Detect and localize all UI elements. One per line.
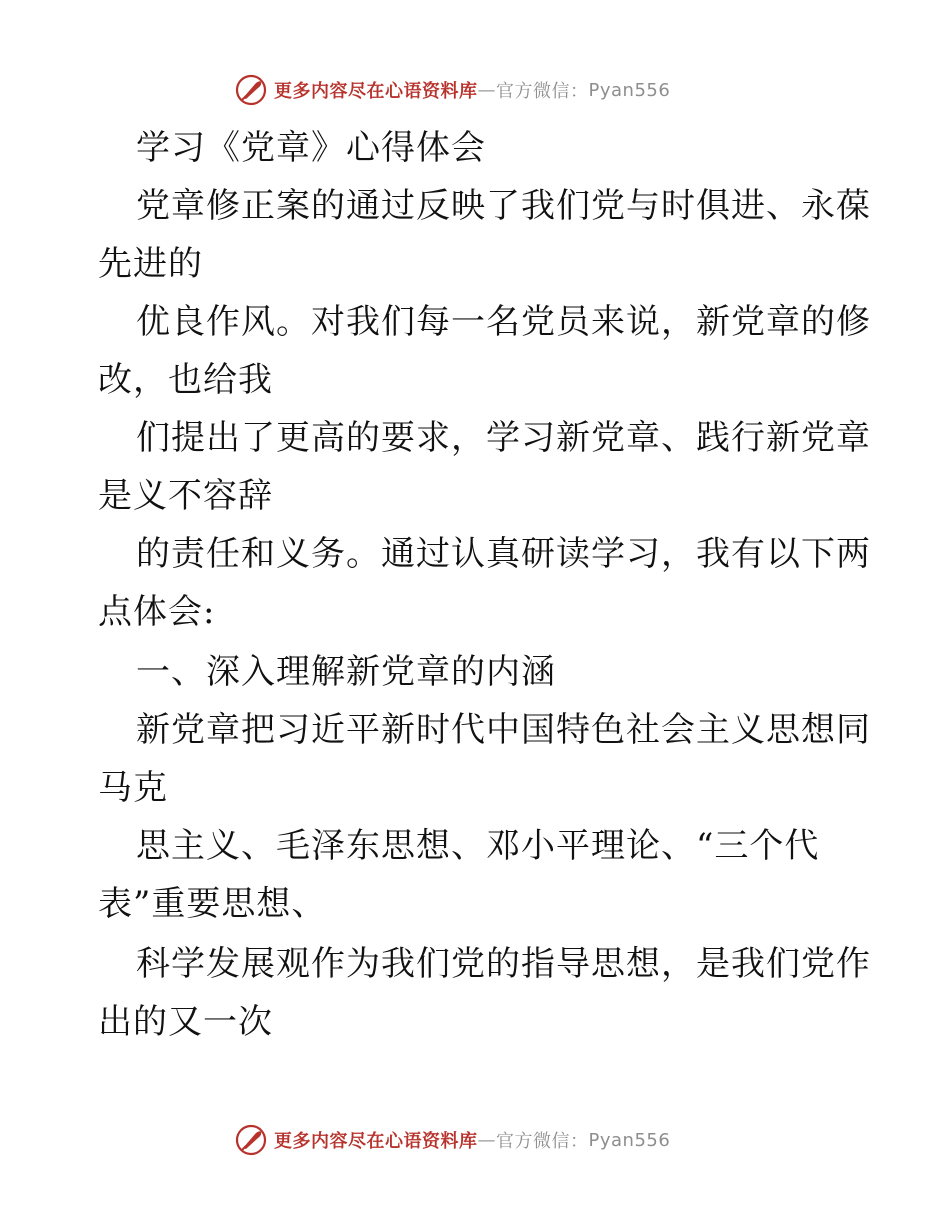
text-line: 思主义、毛泽东思想、邓小平理论、“三个代 <box>136 826 820 866</box>
text-line: 新党章把习近平新时代中国特色社会主义思想同 <box>136 710 871 750</box>
text-line: 党章修正案的通过反映了我们党与时俱进、永葆 <box>136 186 871 226</box>
section-heading: 一、深入理解新党章的内涵 <box>136 652 556 692</box>
watermark-contact-label: 官方微信： <box>496 81 589 102</box>
watermark-contact-label: 官方微信： <box>496 1131 589 1152</box>
text-line: 科学发展观作为我们党的指导思想，是我们党作 <box>136 944 871 984</box>
text-line: 出的又一次 <box>98 1002 273 1042</box>
text-line: 先进的 <box>98 244 203 284</box>
text-line: 优良作风。对我们每一名党员来说，新党章的修 <box>136 302 871 342</box>
watermark-brand: 更多内容尽在心语资料库 <box>274 81 478 102</box>
text-line: 改，也给我 <box>98 360 273 400</box>
text-line: 是义不容辞 <box>98 476 273 516</box>
watermark-dash: — <box>477 1129 496 1151</box>
watermark-brand: 更多内容尽在心语资料库 <box>274 1131 478 1152</box>
watermark-contact-id: Pyan556 <box>588 1129 671 1151</box>
text-line: 马克 <box>98 768 168 808</box>
quill-pen-logo-icon <box>234 1123 268 1157</box>
document-title: 学习《党章》心得体会 <box>136 128 486 168</box>
text-line: 的责任和义务。通过认真研读学习，我有以下两 <box>136 534 871 574</box>
text-line: 点体会: <box>98 592 216 632</box>
footer-watermark <box>234 1122 670 1158</box>
text-line: 们提出了更高的要求，学习新党章、践行新党章 <box>136 418 871 458</box>
text-line: 表”重要思想、 <box>98 884 327 924</box>
watermark-dash: — <box>477 79 496 101</box>
watermark-contact-id: Pyan556 <box>588 79 671 101</box>
